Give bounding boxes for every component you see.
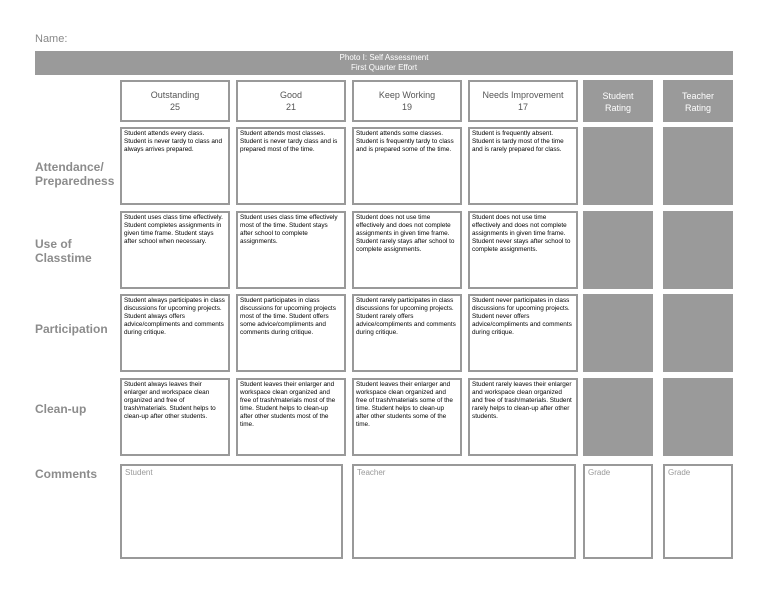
header-student-rating bbox=[583, 80, 653, 122]
student-comment-label: Student bbox=[125, 468, 153, 477]
cell-classtime-keep-working: Student does not use time effectively and does not complete assignments in given time frame. Student rarely stays after school to complete assignments. bbox=[352, 211, 462, 289]
student-rating-box[interactable] bbox=[583, 294, 653, 372]
cell-attendance-keep-working: Student attends some classes. Student is frequently tardy to class and is prepared some of the time. bbox=[352, 127, 462, 205]
name-label: Name: bbox=[35, 33, 68, 45]
header-label: Rating bbox=[684, 103, 711, 113]
row-label-cleanup bbox=[35, 402, 115, 416]
header-good bbox=[236, 80, 346, 122]
row-label-attendance bbox=[35, 160, 115, 188]
header-label: Keep Working bbox=[378, 90, 436, 100]
header-label: Teacher bbox=[681, 91, 715, 101]
cell-attendance-good: Student attends most classes. Student is never tardy class and is prepared most of the time. bbox=[236, 127, 346, 205]
title-line-1: Photo I: Self Assessment bbox=[339, 53, 429, 62]
student-rating-box[interactable] bbox=[583, 127, 653, 205]
teacher-rating-box[interactable] bbox=[663, 211, 733, 289]
grade-label: Grade bbox=[588, 468, 611, 477]
cell-attendance-needs-improvement: Student is frequently absent. Student is tardy most of the time and is rarely prepared for class. bbox=[468, 127, 578, 205]
header-label: Student bbox=[602, 91, 634, 101]
row-label-line: Use of bbox=[35, 237, 72, 251]
row-label-line: Clean-up bbox=[35, 402, 87, 416]
cell-participation-outstanding: Student always participates in class discussions for upcoming projects. Student always offers advice/compliments and comments during critique. bbox=[120, 294, 230, 372]
cell-attendance-outstanding: Student attends every class. Student is never tardy to class and always arrives prepared. bbox=[120, 127, 230, 205]
cell-cleanup-good: Student leaves their enlarger and workspace clean organized and free of trash/materials most of the time. Student helps to clean-up after other students most of the time. bbox=[236, 378, 346, 456]
student-rating-box[interactable] bbox=[583, 378, 653, 456]
header-score: 19 bbox=[401, 102, 412, 112]
comments-label: Comments bbox=[35, 467, 98, 481]
header-needs-improvement bbox=[468, 80, 578, 122]
student-rating-box[interactable] bbox=[583, 211, 653, 289]
student-grade-box[interactable] bbox=[583, 464, 653, 559]
cell-classtime-outstanding: Student uses class time effectively. Student completes assignments in given time frame. Student stays after school when necessary. bbox=[120, 211, 230, 289]
cell-classtime-good: Student uses class time effectively most of the time. Student stays after school to complete assignments. bbox=[236, 211, 346, 289]
header-label: Rating bbox=[604, 103, 631, 113]
cell-classtime-needs-improvement: Student does not use time effectively and does not complete assignments in given time frame. Student never stays after school to complete assignments. bbox=[468, 211, 578, 289]
header-score: 25 bbox=[169, 102, 180, 112]
teacher-comment-label: Teacher bbox=[357, 468, 386, 477]
row-label-line: Attendance/ bbox=[35, 160, 104, 174]
row-label-line: Participation bbox=[35, 322, 108, 336]
cell-cleanup-needs-improvement: Student rarely leaves their enlarger and workspace clean organized and free of trash/materials. Student rarely helps to clean-up after other students. bbox=[468, 378, 578, 456]
header-score: 21 bbox=[285, 102, 296, 112]
header-label: Needs Improvement bbox=[482, 90, 564, 100]
teacher-grade-box[interactable] bbox=[663, 464, 733, 559]
row-label-line: Classtime bbox=[35, 251, 92, 265]
row-label-participation bbox=[35, 322, 115, 336]
teacher-rating-box[interactable] bbox=[663, 294, 733, 372]
header-teacher-rating bbox=[663, 80, 733, 122]
title-banner bbox=[35, 51, 733, 75]
teacher-comment-box[interactable] bbox=[352, 464, 576, 559]
cell-participation-needs-improvement: Student never participates in class discussions for upcoming projects. Student never offers advice/compliments and comments during critique. bbox=[468, 294, 578, 372]
student-comment-box[interactable] bbox=[120, 464, 343, 559]
teacher-rating-box[interactable] bbox=[663, 127, 733, 205]
title-line-2: First Quarter Effort bbox=[350, 63, 418, 72]
cell-participation-good: Student participates in class discussions for upcoming projects most of the time. Student offers some advice/compliments and comments during critique. bbox=[236, 294, 346, 372]
header-label: Good bbox=[279, 90, 303, 100]
header-keep-working bbox=[352, 80, 462, 122]
cell-cleanup-keep-working: Student leaves their enlarger and workspace clean organized and free of trash/materials some of the time. Student helps to clean-up after other students some of the time. bbox=[352, 378, 462, 456]
header-label: Outstanding bbox=[150, 90, 200, 100]
cell-participation-keep-working: Student rarely participates in class discussions for upcoming projects. Student rarely offers advice/compliments and comments during critique. bbox=[352, 294, 462, 372]
row-label-classtime bbox=[35, 237, 115, 265]
teacher-rating-box[interactable] bbox=[663, 378, 733, 456]
header-score: 17 bbox=[517, 102, 528, 112]
header-outstanding bbox=[120, 80, 230, 122]
row-label-line: Preparedness bbox=[35, 174, 115, 188]
grade-label: Grade bbox=[668, 468, 691, 477]
cell-cleanup-outstanding: Student always leaves their enlarger and workspace clean organized and free of trash/materials. Student helps to clean-up after other students. bbox=[120, 378, 230, 456]
